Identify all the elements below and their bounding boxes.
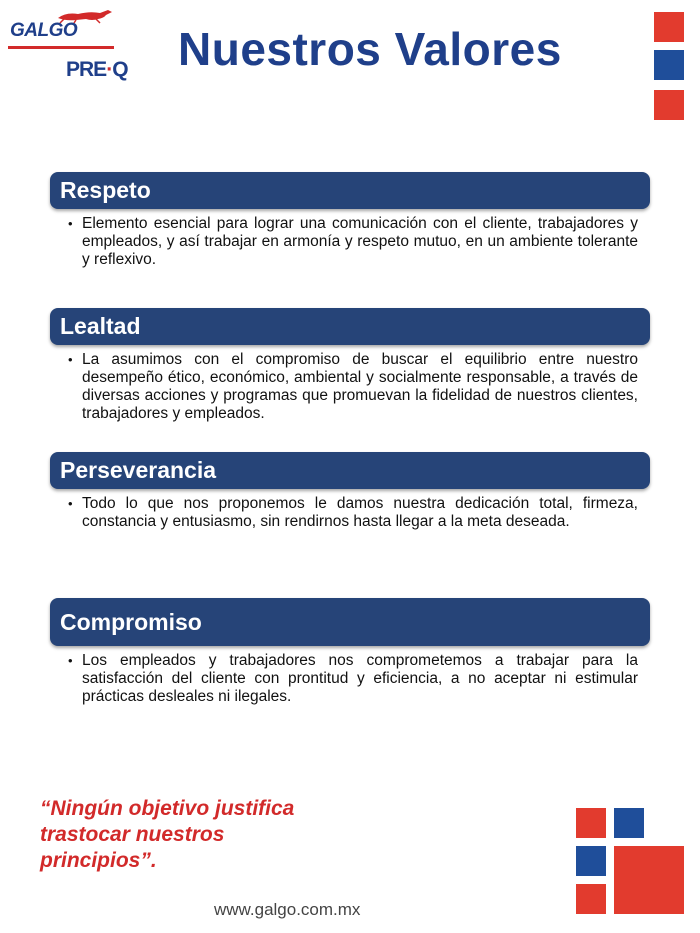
decor-square-red-top — [654, 12, 684, 42]
value-card-compromiso — [50, 598, 650, 706]
decor-square-red-bottom-1 — [576, 808, 606, 838]
decor-square-blue-top — [654, 50, 684, 80]
value-text: La asumimos con el compromiso de buscar el equilibrio entre nuestro desempeño ético, económico, ambiental y socialmente responsable, a través de diversas acciones y programas que promuevan la fidelidad de nuestros clientes, trabajadores y empleados. — [82, 351, 638, 422]
galgo-wordmark: GALGO — [10, 20, 78, 41]
bullet: • — [68, 352, 73, 367]
value-title: Respeto — [50, 172, 650, 209]
value-text: Elemento esencial para lograr una comunicación con el cliente, trabajadores y empleados, y así trabajar en armonía y respeto mutuo, en un ambiente tolerante y reflexivo. — [82, 215, 638, 268]
value-card-respeto — [50, 172, 650, 307]
value-card-lealtad — [50, 308, 650, 423]
value-description — [58, 209, 642, 307]
page-title: Nuestros Valores — [178, 23, 562, 75]
value-text: Los empleados y trabajadores nos comprometemos a trabajar para la satisfacción del cliente con prontitud y eficiencia, a no aceptar ni estimular prácticas desleales ni ilegales. — [82, 652, 638, 705]
value-text: Todo lo que nos proponemos le damos nuestra dedicación total, firmeza, constancia y entusiasmo, sin rendirnos hasta llegar a la meta deseada. — [82, 495, 638, 530]
bullet: • — [68, 653, 73, 668]
value-description — [58, 646, 642, 706]
value-description — [58, 345, 642, 423]
bullet: • — [68, 496, 73, 511]
bullet: • — [68, 216, 73, 231]
preq-wordmark: PRE·Q — [66, 58, 128, 81]
value-title: Lealtad — [50, 308, 650, 345]
decor-square-blue-bottom-1 — [614, 808, 644, 838]
decor-square-blue-bottom-2 — [576, 846, 606, 876]
decor-square-red-bottom-2 — [576, 884, 606, 914]
decor-square-red-mid — [654, 90, 684, 120]
logo-divider — [8, 46, 114, 49]
galgo-preq-logo — [8, 6, 138, 86]
website-url[interactable]: www.galgo.com.mx — [214, 900, 361, 919]
decor-square-red-large — [614, 846, 684, 914]
quote-line: principios”. — [40, 849, 157, 872]
value-title: Perseverancia — [50, 452, 650, 489]
value-description — [58, 489, 642, 531]
quote-line: “Ningún objetivo justifica — [40, 797, 295, 820]
value-card-perseverancia — [50, 452, 650, 531]
quote-line: trastocar nuestros — [40, 823, 225, 846]
motto-quote — [40, 796, 340, 874]
value-title: Compromiso — [50, 598, 650, 646]
